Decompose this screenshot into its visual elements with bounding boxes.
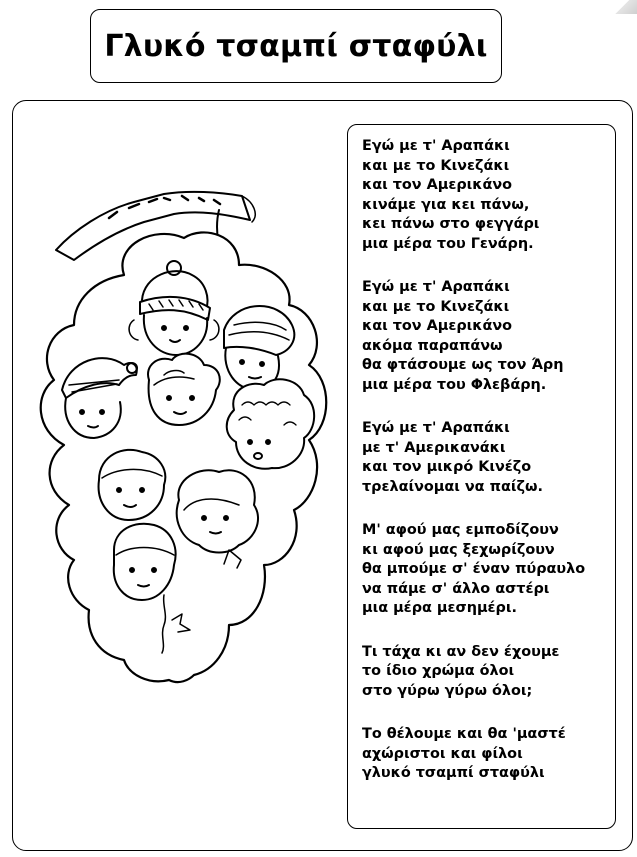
poem-line: κινάμε για κει πάνω, (362, 196, 530, 213)
poem-line: με τ' Αμερικανάκι (362, 439, 506, 456)
poem-line: ακόμα παραπάνω (362, 337, 503, 354)
poem-line: κι αφού μας ξεχωρίζουν (362, 541, 555, 558)
poem-line: Εγώ με τ' Αραπάκι (362, 420, 510, 436)
child-face-boy-icon (99, 450, 166, 520)
poem-line: και τον μικρό Κινέζο (362, 459, 532, 475)
poem-line: αχώριστοι και φίλοι (362, 745, 523, 762)
poem-line: το ίδιο χρώμα όλοι (362, 663, 515, 679)
poem-line: Εγώ με τ' Αραπάκι (362, 279, 510, 295)
poem-line: Μ' αφού μας εμποδίζουν (362, 522, 559, 538)
poem-line: Το θέλουμε και θα 'μαστέ (362, 726, 566, 742)
poem-box (347, 124, 616, 829)
poem-line: θα μπούμε σ' έναν πύραυλο (362, 561, 586, 577)
poem-line: κει πάνω στο φεγγάρι (362, 216, 540, 232)
poem-stanza (362, 419, 615, 497)
poem-line: να πάμε σ' άλλο αστέρι (362, 580, 550, 597)
poem-stanza (362, 521, 615, 619)
poem-line: στο γύρω γύρω όλοι; (362, 682, 533, 699)
poem-line: γλυκό τσαμπί σταφύλι (362, 765, 545, 781)
poem-line: θα φτάσουμε ως τον Άρη (362, 357, 564, 373)
page-title: Γλυκό τσαμπί σταφύλι (104, 28, 488, 64)
poem-stanza (362, 278, 615, 395)
poem-line: και τον Αμερικάνο (362, 318, 513, 334)
poem-stanza (362, 137, 615, 254)
page-corner-mark (611, 0, 637, 14)
poem-line: μια μέρα του Φλεβάρη. (362, 376, 547, 393)
poem-stanza (362, 643, 615, 702)
poem-line: τρελαίνομαι να παίζω. (362, 478, 543, 495)
poem-line: και με το Κινεζάκι (362, 298, 510, 315)
poem-line: και τον Αμερικάνο (362, 177, 513, 193)
poem-line: και με το Κινεζάκι (362, 157, 510, 174)
poem-stanza (362, 725, 615, 784)
poem-line: μια μέρα του Γενάρη. (362, 235, 534, 252)
title-box (90, 9, 502, 83)
poem-line: Εγώ με τ' Αραπάκι (362, 138, 510, 154)
grape-bunch-illustration (14, 180, 344, 845)
poem-line: μια μέρα μεσημέρι. (362, 600, 517, 616)
poem-line: Τι τάχα κι αν δεν έχουμε (362, 643, 560, 660)
